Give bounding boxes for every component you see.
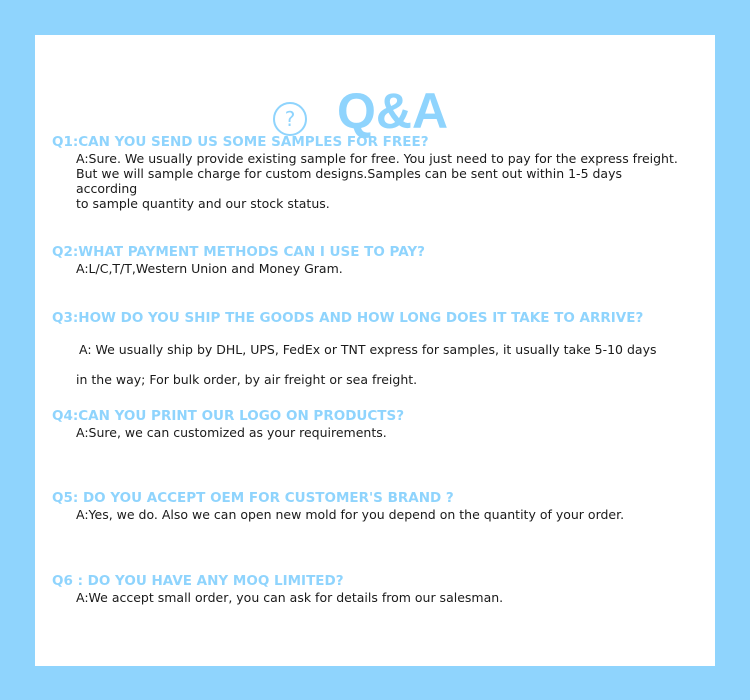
page-title: Q&A	[337, 83, 449, 139]
answer-3-line-2: in the way; For bulk order, by air freight or sea freight.	[76, 372, 418, 387]
qa-item-4	[52, 407, 682, 440]
answer-4: A:Sure, we can customized as your requirements.	[76, 425, 387, 440]
qa-card	[35, 35, 715, 666]
qa-item-3	[52, 309, 682, 402]
answer-5: A:Yes, we do. Also we can open new mold for you depend on the quantity of your order.	[76, 507, 625, 522]
answer-2: A:L/C,T/T,Western Union and Money Gram.	[76, 261, 343, 276]
question-3: Q3:HOW DO YOU SHIP THE GOODS AND HOW LONG DOES IT TAKE TO ARRIVE?	[52, 310, 644, 326]
question-1: Q1:CAN YOU SEND US SOME SAMPLES FOR FREE?	[52, 134, 429, 150]
question-2: Q2:WHAT PAYMENT METHODS CAN I USE TO PAY?	[52, 244, 425, 260]
question-circle-icon: ?	[273, 102, 307, 136]
answer-1: A:Sure. We usually provide existing sample for free. You just need to pay for the express freight. But we will sample charge for custom designs.Samples can be sent out within 1-5 days according to sample quantity and our stock status.	[76, 151, 678, 211]
question-4: Q4:CAN YOU PRINT OUR LOGO ON PRODUCTS?	[52, 408, 405, 424]
answer-3-line-1: A: We usually ship by DHL, UPS, FedEx or TNT express for samples, it usually take 5-10 days	[79, 342, 657, 357]
answer-6: A:We accept small order, you can ask for details from our salesman.	[76, 590, 504, 605]
answer-3	[52, 327, 682, 402]
qa-item-1	[52, 133, 682, 211]
question-6: Q6 : DO YOU HAVE ANY MOQ LIMITED?	[52, 573, 344, 589]
question-5: Q5: DO YOU ACCEPT OEM FOR CUSTOMER'S BRAND ?	[52, 490, 454, 506]
qa-item-5	[52, 489, 682, 522]
qa-item-6	[52, 572, 682, 605]
qa-item-2	[52, 243, 682, 276]
